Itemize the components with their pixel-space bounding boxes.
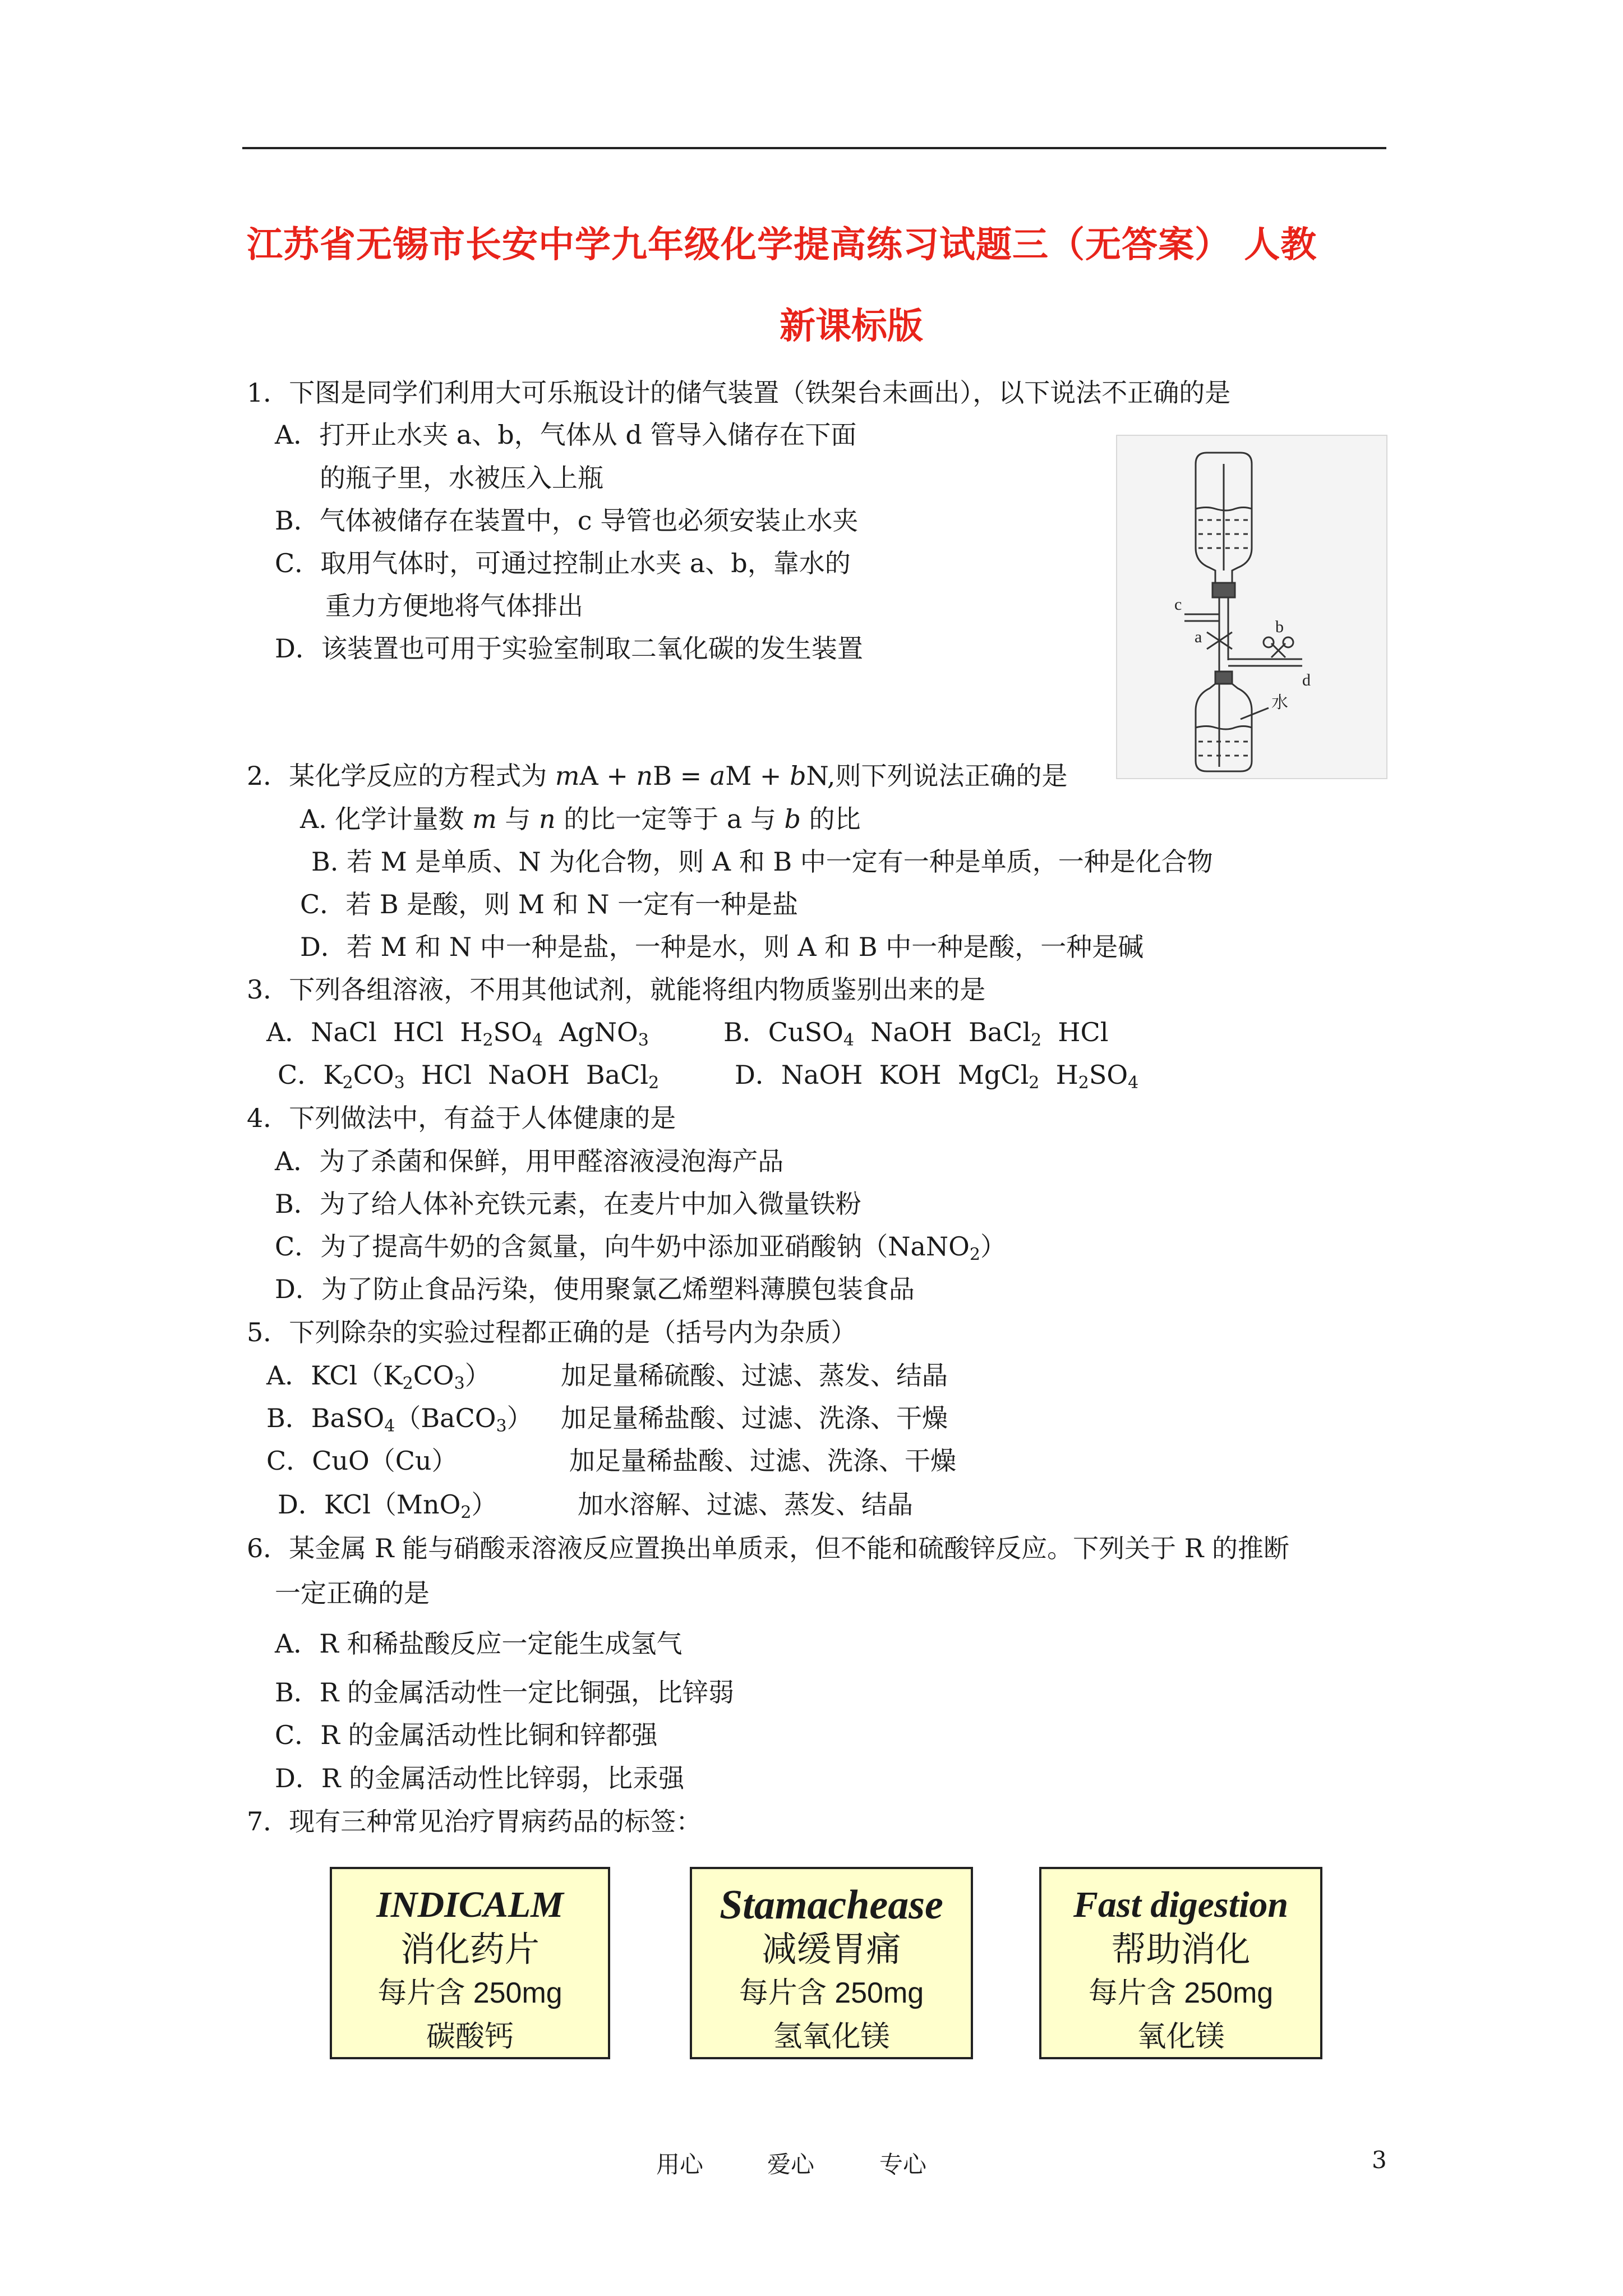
q1-option-c-cont: 重力方便地将气体排出 — [325, 591, 583, 621]
q6-stem-cont: 一定正确的是 — [275, 1578, 430, 1608]
medicine-label-stamachease — [690, 1867, 973, 2059]
q5-stem: 5．下列除杂的实验过程都正确的是（括号内为杂质） — [247, 1317, 857, 1347]
q4-option-a: A．为了杀菌和保鲜，用甲醛溶液浸泡海产品 — [275, 1146, 784, 1176]
q1-option-a: A．打开止水夹 a、b，气体从 d 管导入储存在下面 — [275, 420, 857, 450]
medicine-label-fast-digestion — [1039, 1867, 1322, 2059]
footer-slogan-1: 用心 — [656, 2151, 704, 2178]
page-title-line2: 新课标版 — [780, 305, 923, 347]
q6-option-c: C．R 的金属活动性比铜和锌都强 — [275, 1720, 658, 1750]
gas-storage-apparatus-figure — [1116, 435, 1387, 779]
medicine-name: Stamachease — [720, 1882, 943, 1928]
fig-label-water: 水 — [1271, 693, 1288, 712]
q1-option-a-cont: 的瓶子里，水被压入上瓶 — [320, 463, 603, 493]
q6-option-d: D．R 的金属活动性比锌弱，比汞强 — [275, 1763, 685, 1793]
medicine-substance: 氧化镁 — [1137, 2021, 1225, 2053]
q6-option-a: A．R 和稀盐酸反应一定能生成氢气 — [275, 1628, 683, 1659]
q1-stem: 1．下图是同学们利用大可乐瓶设计的储气装置（铁架台未画出），以下说法不正确的是 — [247, 378, 1231, 408]
medicine-content: 每片含 250mg — [377, 1977, 562, 2009]
page-title-line1: 江苏省无锡市长安中学九年级化学提高练习试题三（无答案） 人教 — [247, 224, 1317, 266]
q3-stem: 3．下列各组溶液，不用其他试剂，就能将组内物质鉴别出来的是 — [247, 974, 986, 1005]
q6-option-b: B．R 的金属活动性一定比铜强，比锌弱 — [275, 1677, 735, 1708]
medicine-use: 减缓胃痛 — [762, 1929, 901, 1970]
q2-option-a: A. 化学计量数 m 与 n 的比一定等于 a 与 b 的比 — [300, 804, 861, 834]
q5-option-c-ops: 加足量稀盐酸、过滤、洗涤、干燥 — [569, 1446, 956, 1476]
footer-slogan-2: 爱心 — [767, 2151, 815, 2178]
q2-stem: 2．某化学反应的方程式为 mA + nB = aM + bN,则下列说法正确的是 — [247, 761, 1068, 791]
medicine-name: INDICALM — [376, 1884, 564, 1925]
q5-option-a-ops: 加足量稀硫酸、过滤、蒸发、结晶 — [561, 1360, 948, 1391]
apparatus-drawing — [1117, 436, 1386, 778]
fig-label-d: d — [1302, 671, 1311, 689]
footer-slogan-3: 专心 — [879, 2151, 927, 2178]
fig-label-c: c — [1174, 595, 1182, 614]
header-rule — [242, 147, 1386, 149]
q5-option-a-substance: A．$KCl(K_2CO_3)$ — [266, 1360, 491, 1393]
medicine-label-indicalm — [330, 1867, 610, 2059]
q1-option-d: D．该装置也可用于实验室制取二氧化碳的发生装置 — [275, 633, 863, 664]
page-number: 3 — [1372, 2146, 1387, 2174]
q4-option-b: B．为了给人体补充铁元素，在麦片中加入微量铁粉 — [275, 1189, 861, 1219]
q4-option-d: D．为了防止食品污染，使用聚氯乙烯塑料薄膜包装食品 — [275, 1274, 915, 1304]
medicine-content: 每片含 250mg — [739, 1977, 924, 2009]
q2-option-d: D．若 M 和 N 中一种是盐，一种是水，则 A 和 B 中一种是酸，一种是碱 — [300, 932, 1144, 962]
q3-option-d: D．NaOH KOH MgCl$_2$ $H_2SO_4$ — [735, 1060, 1139, 1093]
q5-option-d-substance: D．KCl（MnO$_2$） — [278, 1489, 497, 1522]
medicine-use: 消化药片 — [400, 1929, 540, 1970]
fig-label-b: b — [1275, 618, 1284, 636]
q5-option-c-substance: C．CuO（Cu） — [266, 1446, 458, 1476]
q5-option-b-ops: 加足量稀盐酸、过滤、洗涤、干燥 — [561, 1403, 948, 1433]
q2-option-c: C．若 B 是酸，则 M 和 N 一定有一种是盐 — [300, 889, 799, 919]
q3-option-c: C．$K_2CO_3$ HCl NaOH BaCl$_2$ — [278, 1060, 660, 1093]
q1-option-c: C．取用气体时，可通过控制止水夹 a、b，靠水的 — [275, 548, 851, 578]
medicine-name: Fast digestion — [1073, 1884, 1289, 1925]
q7-stem: 7．现有三种常见治疗胃病药品的标签： — [247, 1806, 702, 1837]
q1-option-b: B．气体被储存在装置中，c 导管也必须安装止水夹 — [275, 505, 859, 536]
medicine-content: 每片含 250mg — [1088, 1977, 1274, 2009]
q4-stem: 4．下列做法中，有益于人体健康的是 — [247, 1103, 676, 1133]
medicine-substance: 氢氧化镁 — [773, 2021, 890, 2053]
q3-option-a: A．NaCl HCl $H_2SO_4$ AgNO$_3$ — [266, 1017, 649, 1050]
q5-option-d-ops: 加水溶解、过滤、蒸发、结晶 — [578, 1489, 913, 1520]
medicine-substance: 碳酸钙 — [426, 2021, 514, 2053]
q6-stem: 6．某金属 R 能与硝酸汞溶液反应置换出单质汞，但不能和硫酸锌反应。下列关于 R 的推断 — [247, 1533, 1290, 1563]
q3-option-b: B．CuSO$_4$ NaOH BaCl$_2$ HCl — [723, 1017, 1109, 1050]
q4-option-c: C．为了提高牛奶的含氮量，向牛奶中添加亚硝酸钠（NaNO$_2$） — [275, 1231, 1006, 1264]
medicine-use: 帮助消化 — [1111, 1929, 1251, 1970]
fig-label-a: a — [1195, 628, 1202, 646]
q5-option-b-substance: B．BaSO$_4$（BaCO$_3$） — [266, 1403, 533, 1436]
q2-option-b: B. 若 M 是单质、N 为化合物，则 A 和 B 中一定有一种是单质，一种是化合物 — [311, 846, 1213, 877]
